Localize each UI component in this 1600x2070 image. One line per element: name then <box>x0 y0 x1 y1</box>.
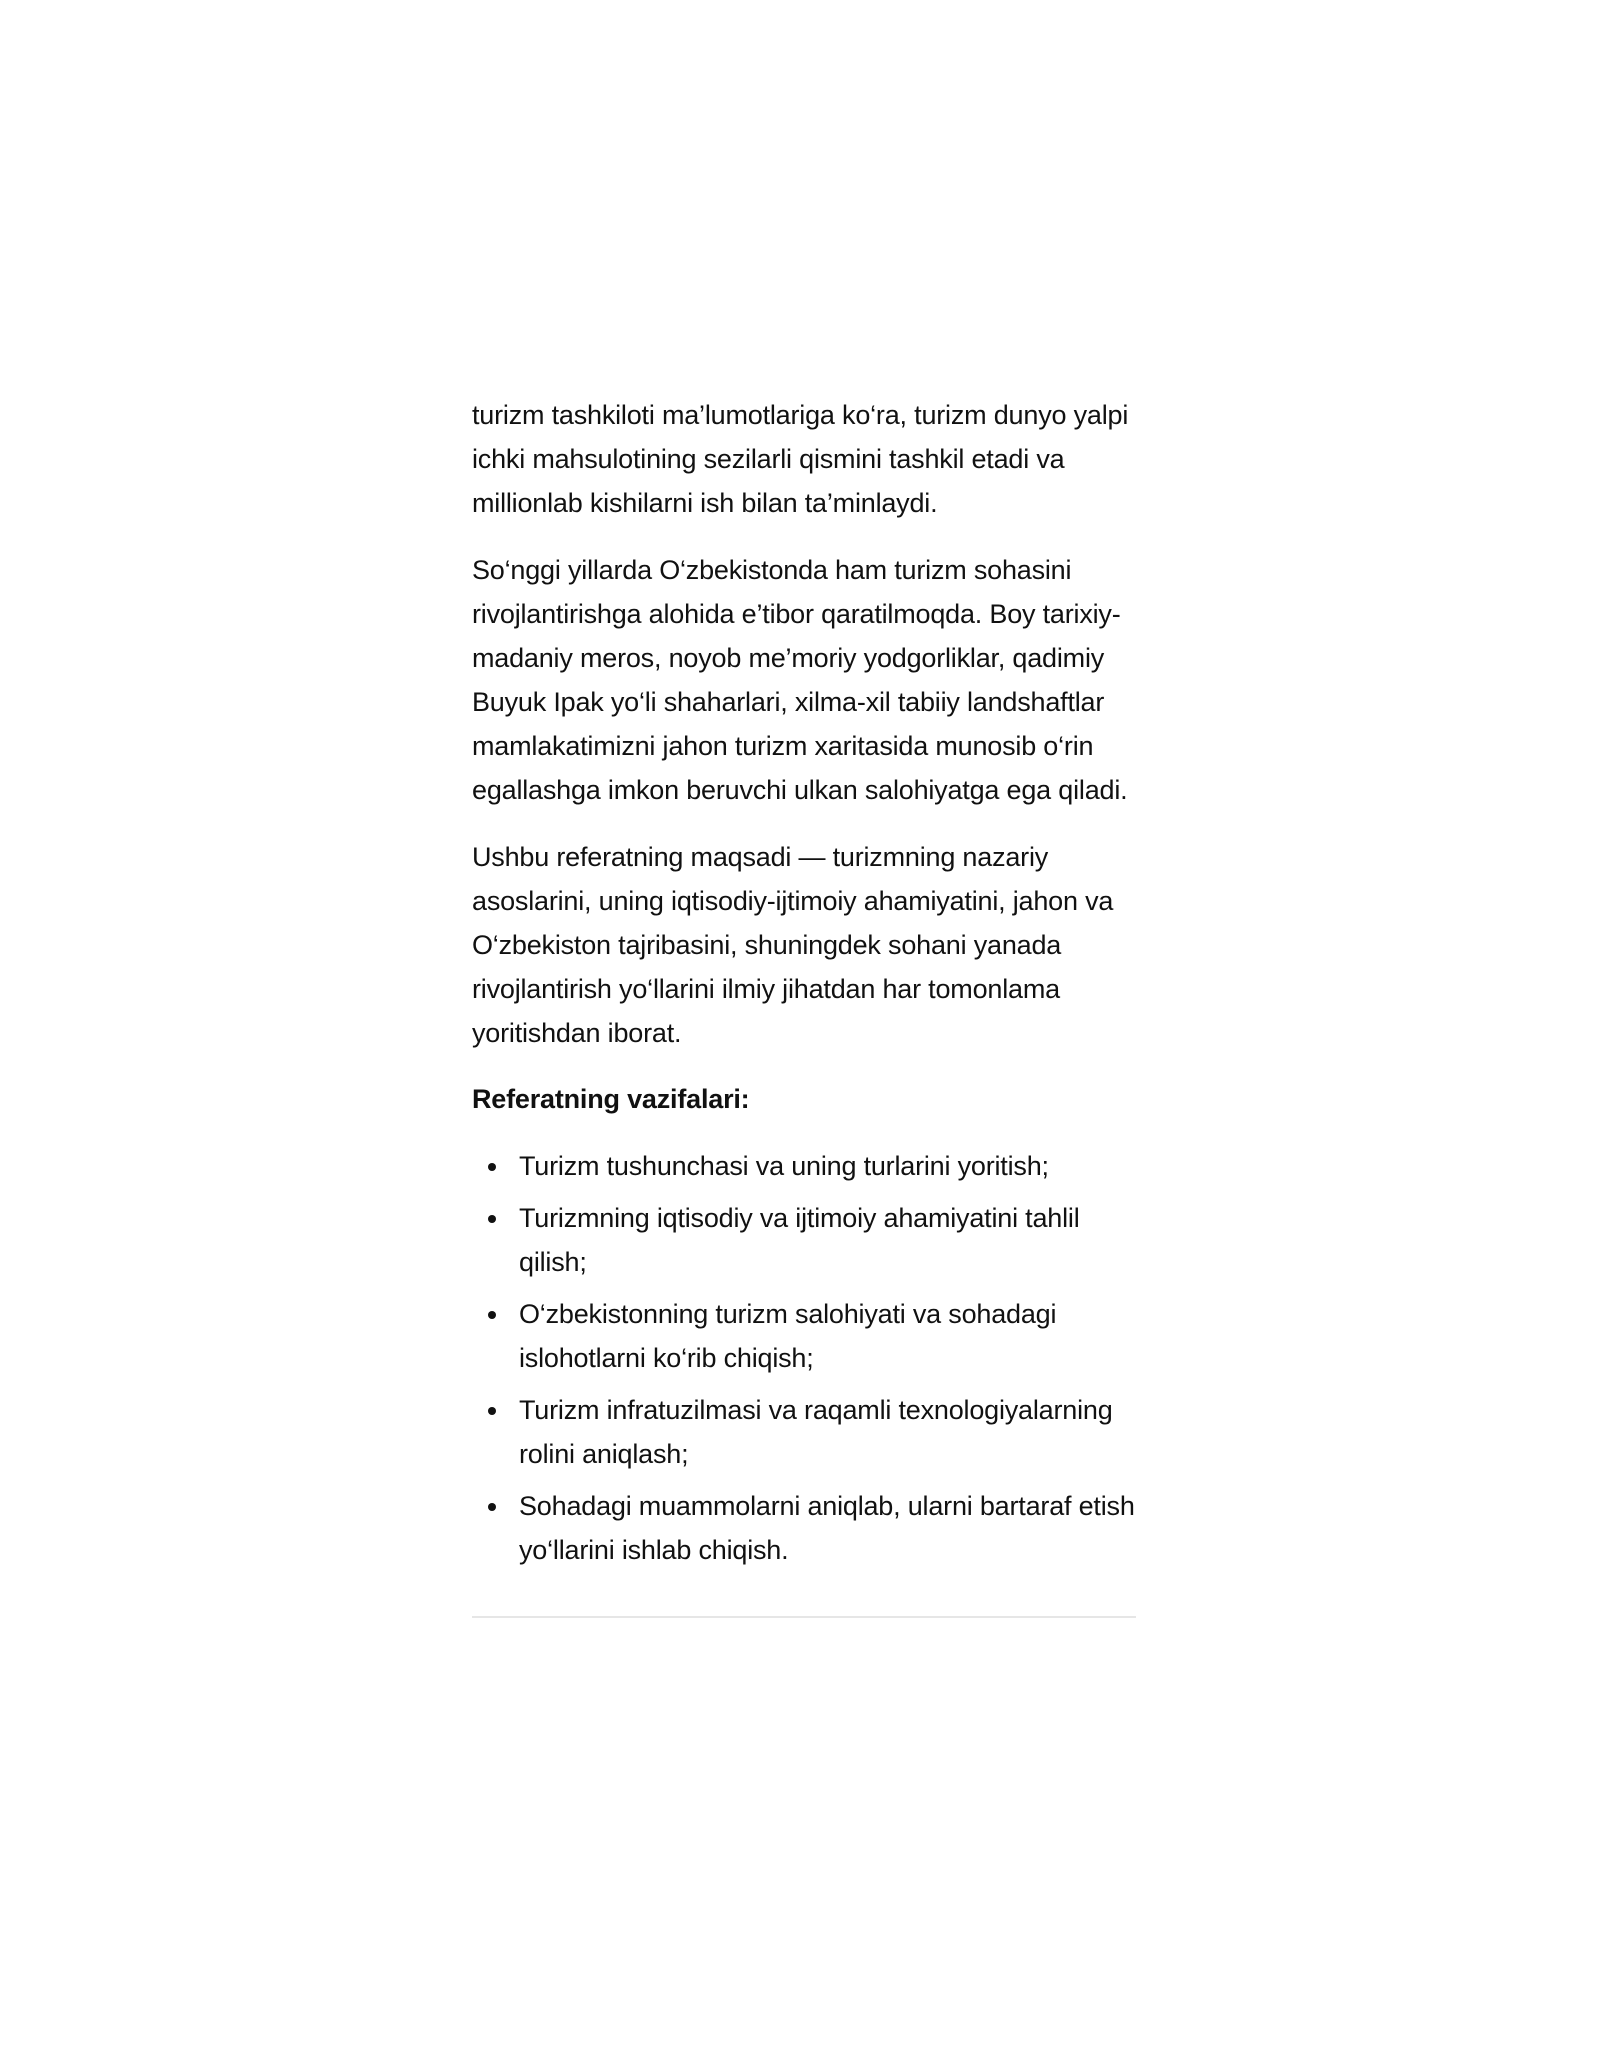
list-item-text: Turizm infratuzilmasi va raqamli texnologiyalarning rolini aniqlash; <box>519 1395 1113 1469</box>
list-item <box>472 1292 1136 1380</box>
section-divider <box>472 1616 1136 1618</box>
list-item <box>472 1388 1136 1476</box>
list-item <box>472 1196 1136 1284</box>
list-item <box>472 1144 1136 1188</box>
bullet-icon <box>488 1215 496 1223</box>
paragraph-uzbekistan-tourism: So‘nggi yillarda O‘zbekistonda ham turizm sohasini rivojlantirishga alohida e’tibor qaratilmoqda. Boy tarixiy-madaniy meros, noyob me’moriy yodgorliklar, qadimiy Buyuk Ipak yo‘li shaharlari, xilma-xil tabiiy landshaftlar mamlakatimizni jahon turizm xaritasida munosib o‘rin egallashga imkon beruvchi ulkan salohiyatga ega qiladi. <box>472 555 1128 805</box>
bullet-icon <box>488 1311 496 1319</box>
tasks-heading: Referatning vazifalari: <box>472 1084 750 1114</box>
bullet-icon <box>488 1503 496 1511</box>
paragraph-intro-continuation: turizm tashkiloti ma’lumotlariga ko‘ra, turizm dunyo yalpi ichki mahsulotining sezilarli qismini tashkil etadi va millionlab kishilarni ish bilan ta’minlaydi. <box>472 400 1129 518</box>
list-item-text: Turizm tushunchasi va uning turlarini yoritish; <box>519 1151 1049 1181</box>
tasks-list <box>472 1144 1136 1572</box>
bullet-icon <box>488 1407 496 1415</box>
list-item <box>472 1484 1136 1572</box>
bullet-icon <box>488 1163 496 1171</box>
list-item-text: O‘zbekistonning turizm salohiyati va sohadagi islohotlarni ko‘rib chiqish; <box>519 1299 1057 1373</box>
list-item-text: Turizmning iqtisodiy va ijtimoiy ahamiyatini tahlil qilish; <box>519 1203 1080 1277</box>
list-item-text: Sohadagi muammolarni aniqlab, ularni bartaraf etish yo‘llarini ishlab chiqish. <box>519 1491 1135 1565</box>
document-body <box>472 393 1136 1618</box>
paragraph-purpose: Ushbu referatning maqsadi — turizmning nazariy asoslarini, uning iqtisodiy-ijtimoiy ahamiyatini, jahon va O‘zbekiston tajribasini, shuningdek sohani yanada rivojlantirish yo‘llarini ilmiy jihatdan har tomonlama yoritishdan iborat. <box>472 842 1114 1048</box>
